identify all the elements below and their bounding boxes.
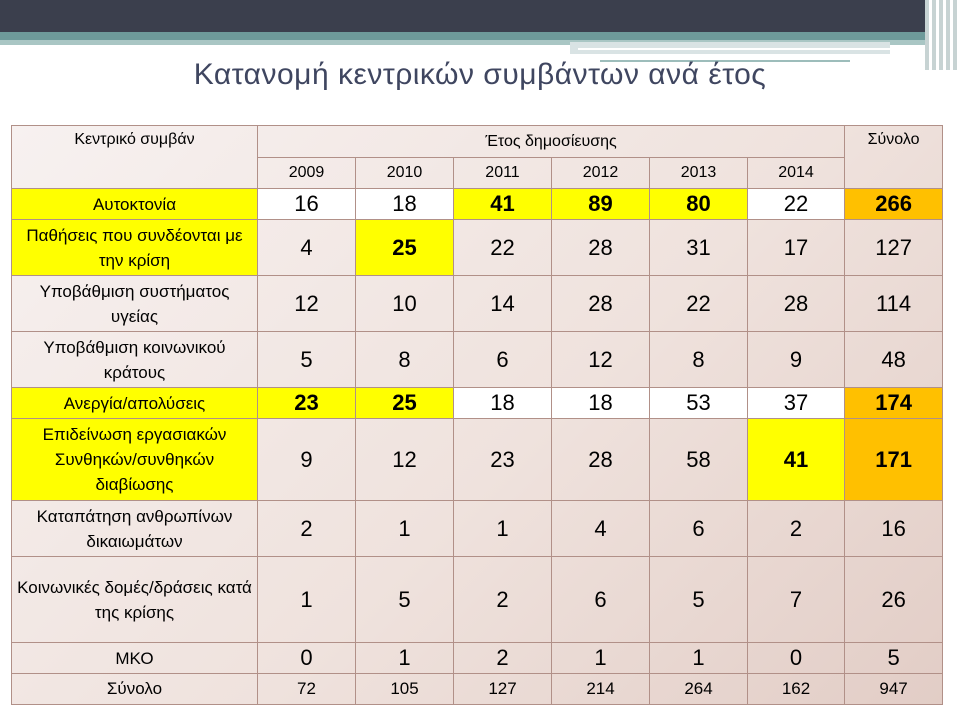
value-cell: 12 bbox=[356, 419, 454, 501]
totals-label: Σύνολο bbox=[12, 674, 258, 705]
top-dark-band bbox=[0, 0, 960, 32]
row-label: Καταπάτηση ανθρωπίνων δικαιωμάτων bbox=[12, 501, 258, 557]
value-cell: 22 bbox=[748, 189, 845, 220]
value-cell: 0 bbox=[258, 643, 356, 674]
value-cell: 41 bbox=[454, 189, 552, 220]
page-title: Κατανομή κεντρικών συμβάντων ανά έτος bbox=[193, 58, 767, 91]
table-header-row bbox=[12, 126, 943, 158]
value-cell: 6 bbox=[650, 501, 748, 557]
row-label: Επιδείνωση εργασιακών Συνθηκών/συνθηκών διαβίωσης bbox=[12, 419, 258, 501]
top-teal-band bbox=[0, 32, 960, 40]
total-cell: 127 bbox=[845, 220, 943, 276]
grand-total-cell: 947 bbox=[845, 674, 943, 705]
value-cell: 28 bbox=[748, 276, 845, 332]
header-event: Κεντρικό συμβάν bbox=[12, 126, 258, 189]
total-cell: 266 bbox=[845, 189, 943, 220]
value-cell: 0 bbox=[748, 643, 845, 674]
value-cell: 1 bbox=[650, 643, 748, 674]
table-row bbox=[12, 276, 943, 332]
value-cell: 22 bbox=[650, 276, 748, 332]
value-cell: 53 bbox=[650, 388, 748, 419]
row-label: Ανεργία/απολύσεις bbox=[12, 388, 258, 419]
value-cell: 37 bbox=[748, 388, 845, 419]
value-cell: 1 bbox=[356, 643, 454, 674]
value-cell: 23 bbox=[454, 419, 552, 501]
value-cell: 6 bbox=[552, 557, 650, 643]
total-cell: 16 bbox=[845, 501, 943, 557]
total-cell: 26 bbox=[845, 557, 943, 643]
total-cell: 5 bbox=[845, 643, 943, 674]
year-cell: 2012 bbox=[552, 158, 650, 189]
year-cell: 2014 bbox=[748, 158, 845, 189]
value-cell: 5 bbox=[356, 557, 454, 643]
value-cell: 16 bbox=[258, 189, 356, 220]
total-cell: 114 bbox=[845, 276, 943, 332]
value-cell: 41 bbox=[748, 419, 845, 501]
value-cell: 22 bbox=[454, 220, 552, 276]
value-cell: 18 bbox=[356, 189, 454, 220]
totals-cell: 214 bbox=[552, 674, 650, 705]
value-cell: 10 bbox=[356, 276, 454, 332]
year-cell: 2010 bbox=[356, 158, 454, 189]
value-cell: 28 bbox=[552, 220, 650, 276]
value-cell: 17 bbox=[748, 220, 845, 276]
total-cell: 174 bbox=[845, 388, 943, 419]
year-cell: 2009 bbox=[258, 158, 356, 189]
value-cell: 2 bbox=[748, 501, 845, 557]
table-row bbox=[12, 220, 943, 276]
value-cell: 31 bbox=[650, 220, 748, 276]
table-row bbox=[12, 332, 943, 388]
value-cell: 14 bbox=[454, 276, 552, 332]
value-cell: 9 bbox=[748, 332, 845, 388]
value-cell: 80 bbox=[650, 189, 748, 220]
total-cell: 171 bbox=[845, 419, 943, 501]
value-cell: 2 bbox=[258, 501, 356, 557]
totals-cell: 105 bbox=[356, 674, 454, 705]
value-cell: 2 bbox=[454, 557, 552, 643]
table-row bbox=[12, 388, 943, 419]
value-cell: 28 bbox=[552, 276, 650, 332]
totals-cell: 162 bbox=[748, 674, 845, 705]
value-cell: 18 bbox=[454, 388, 552, 419]
totals-cell: 72 bbox=[258, 674, 356, 705]
value-cell: 8 bbox=[356, 332, 454, 388]
value-cell: 1 bbox=[552, 643, 650, 674]
table-row bbox=[12, 189, 943, 220]
value-cell: 8 bbox=[650, 332, 748, 388]
value-cell: 28 bbox=[552, 419, 650, 501]
value-cell: 25 bbox=[356, 388, 454, 419]
row-label: Κοινωνικές δομές/δράσεις κατά της κρίσης bbox=[12, 557, 258, 643]
value-cell: 2 bbox=[454, 643, 552, 674]
row-label: Αυτοκτονία bbox=[12, 189, 258, 220]
value-cell: 4 bbox=[552, 501, 650, 557]
table-totals-row bbox=[12, 674, 943, 705]
value-cell: 58 bbox=[650, 419, 748, 501]
value-cell: 12 bbox=[258, 276, 356, 332]
value-cell: 6 bbox=[454, 332, 552, 388]
value-cell: 1 bbox=[258, 557, 356, 643]
table-row bbox=[12, 557, 943, 643]
value-cell: 5 bbox=[258, 332, 356, 388]
row-label: ΜΚΟ bbox=[12, 643, 258, 674]
decorative-white-line bbox=[578, 48, 890, 50]
year-cell: 2013 bbox=[650, 158, 748, 189]
value-cell: 89 bbox=[552, 189, 650, 220]
value-cell: 9 bbox=[258, 419, 356, 501]
total-cell: 48 bbox=[845, 332, 943, 388]
value-cell: 4 bbox=[258, 220, 356, 276]
value-cell: 1 bbox=[356, 501, 454, 557]
events-table bbox=[11, 125, 943, 705]
table-row bbox=[12, 501, 943, 557]
value-cell: 25 bbox=[356, 220, 454, 276]
value-cell: 18 bbox=[552, 388, 650, 419]
year-cell: 2011 bbox=[454, 158, 552, 189]
totals-cell: 264 bbox=[650, 674, 748, 705]
value-cell: 1 bbox=[454, 501, 552, 557]
value-cell: 23 bbox=[258, 388, 356, 419]
value-cell: 12 bbox=[552, 332, 650, 388]
table-row bbox=[12, 643, 943, 674]
row-label: Παθήσεις που συνδέονται με την κρίση bbox=[12, 220, 258, 276]
row-label: Υποβάθμιση συστήματος υγείας bbox=[12, 276, 258, 332]
row-label: Υποβάθμιση κοινωνικού κράτους bbox=[12, 332, 258, 388]
header-total: Σύνολο bbox=[845, 126, 943, 189]
value-cell: 5 bbox=[650, 557, 748, 643]
header-year-group: Έτος δημοσίευσης bbox=[258, 126, 845, 158]
value-cell: 7 bbox=[748, 557, 845, 643]
table-row bbox=[12, 419, 943, 501]
totals-cell: 127 bbox=[454, 674, 552, 705]
